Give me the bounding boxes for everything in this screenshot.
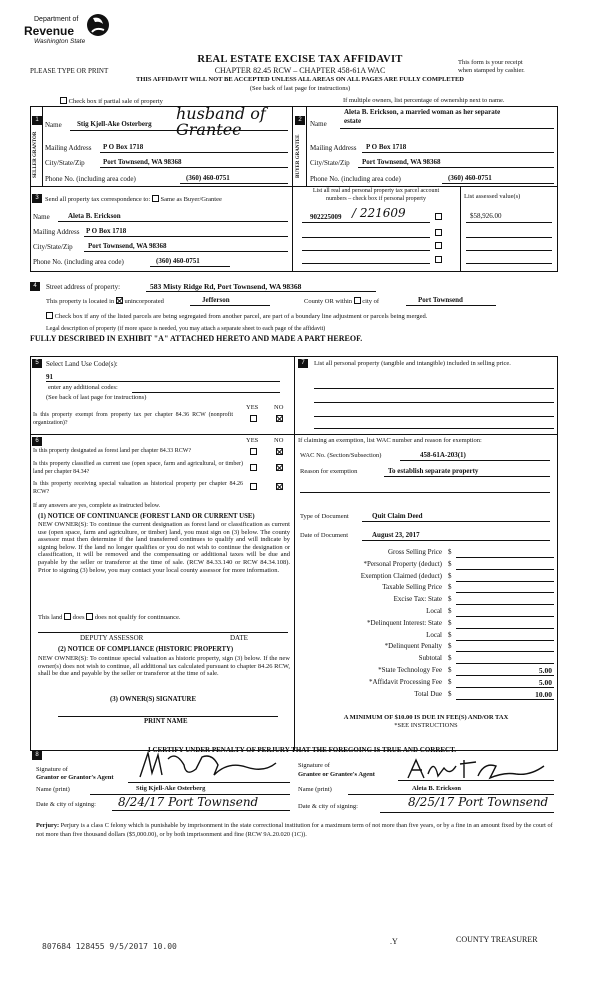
section-1-badge: 1: [32, 116, 42, 125]
seller-phone: (360) 460-0751: [186, 174, 230, 182]
land-use-code: 91: [46, 373, 53, 381]
same-as-buyer-label: Same as Buyer/Grantee: [160, 196, 222, 203]
see-instructions: *SEE INSTRUCTIONS: [394, 722, 458, 729]
parcels-header1: List all real and personal property tax parcel account: [312, 188, 440, 194]
fee-label: Local: [426, 607, 442, 615]
dept-line2: Revenue: [24, 24, 75, 38]
fee-label: Total Due: [414, 689, 442, 698]
fee-dollar-sign: $: [448, 559, 452, 568]
assessed-header: List assessed value(s): [464, 193, 521, 200]
see-back-note: (See back of last page for instructions): [249, 85, 351, 92]
doc-type: Quit Claim Deed: [372, 512, 423, 520]
forest-no-checkbox[interactable]: [276, 448, 283, 455]
parcel-2-personal-checkbox[interactable]: [435, 229, 442, 236]
current-use-yes-checkbox[interactable]: [250, 464, 257, 471]
unincorporated-label: unincorporated: [124, 298, 164, 305]
deputy-assessor-label: DEPUTY ASSESSOR: [80, 634, 144, 642]
perjury-text: Perjury is a class C felony which is punishable by imprisonment in the state correctional institution for a maximum term of not more than five years, or by a fine in an amount fixed by the court of not more than five thousand dollars ($5,000.00), or by both imprisonment and fine (RCW 9A.20.020 (1C)).: [36, 822, 553, 838]
grantor-name-label: Name (print): [36, 786, 70, 793]
s6-no-header: NO: [274, 437, 284, 444]
notice1-title: (1) NOTICE OF CONTINUANCE (FOREST LAND OR CURRENT USE): [38, 513, 255, 520]
form-title: REAL ESTATE EXCISE TAX AFFIDAVIT: [197, 54, 403, 65]
certify-text: I CERTIFY UNDER PENALTY OF PERJURY THAT THE FOREGOING IS TRUE AND CORRECT.: [148, 746, 457, 754]
tax-corr-city: Port Townsend, WA 98368: [88, 242, 167, 250]
street-label: Street address of property:: [46, 283, 121, 291]
section-7-badge: 7: [298, 359, 308, 368]
form-subtitle: CHAPTER 82.45 RCW – CHAPTER 458-61A WAC: [214, 66, 386, 75]
fee-value: 10.00: [535, 689, 552, 699]
fee-dollar-sign: $: [448, 571, 452, 580]
this-land-label: This land: [38, 614, 63, 621]
buyer-city-label: City/State/Zip: [310, 159, 350, 167]
current-use-question: Is this property classified as current use (open space, farm and agricultural, or timber) land per chapter 84.34?: [33, 461, 243, 475]
buyer-city: Port Townsend, WA 98368: [362, 158, 441, 166]
segregated-row: [46, 312, 427, 320]
grantee-sig-label2: Grantee or Grantee's Agent: [298, 771, 375, 778]
partial-sale-label: Check box if partial sale of property: [68, 98, 163, 105]
seller-name-label: Name: [45, 121, 62, 129]
assessed-1: $58,926.00: [470, 212, 502, 220]
land-use-label: Select Land Use Code(s):: [46, 360, 118, 368]
partial-sale-checkbox[interactable]: [60, 97, 67, 104]
section-4-badge: 4: [30, 282, 40, 291]
buyer-phone-label: Phone No. (including area code): [310, 175, 401, 183]
fee-label: *Affidavit Processing Fee: [369, 677, 442, 686]
buyer-side-label: BUYER GRANTEE: [296, 134, 301, 178]
exempt-no-checkbox[interactable]: [276, 415, 283, 422]
fee-dollar-sign: $: [448, 666, 452, 674]
deputy-date-label: DATE: [230, 634, 248, 642]
grantor-sig-label1: Signature of: [36, 766, 68, 773]
historic-yes-checkbox[interactable]: [250, 483, 257, 490]
section-3-badge: 3: [32, 194, 42, 203]
land-use-yes-header: YES: [246, 404, 259, 411]
seller-city-label: City/State/Zip: [45, 159, 85, 167]
seller-handwritten-note: husband of Grantee: [176, 104, 266, 139]
buyer-name-line2: estate: [344, 117, 362, 125]
section-8-badge: 8: [32, 751, 42, 760]
tax-corr-phone: (360) 460-0751: [156, 257, 200, 265]
exemption-label: If claiming an exemption, list WAC number and reason for exemption:: [298, 437, 482, 444]
grantor-sig-label2: Grantor or Grantor's Agent: [36, 774, 114, 781]
grantor-date-city: 8/24/17 Port Townsend: [118, 795, 259, 809]
multiple-owners-note: If multiple owners, list percentage of ownership next to name.: [343, 97, 505, 104]
seller-side-label: SELLER GRANTOR: [33, 131, 38, 178]
perjury-label: Perjury:: [36, 822, 60, 829]
wac-number: 458-61A-203(1): [420, 451, 466, 459]
located-row: [46, 297, 164, 305]
does-checkbox[interactable]: [64, 613, 71, 620]
forest-yes-checkbox[interactable]: [250, 448, 257, 455]
qualify-row: [38, 613, 181, 621]
exemption-reason: To establish separate property: [388, 467, 479, 475]
fee-label: Gross Selling Price: [387, 548, 442, 556]
parcel-4-personal-checkbox[interactable]: [435, 256, 442, 263]
form-warning: THIS AFFIDAVIT WILL NOT BE ACCEPTED UNLESS ALL AREAS ON ALL PAGES ARE FULLY COMPLETED: [136, 76, 464, 83]
section-2-badge: 2: [295, 116, 305, 125]
if-yes-note: If any answers are yes, complete as instructed below.: [33, 503, 161, 509]
does-not-checkbox[interactable]: [86, 613, 93, 620]
parcel-1-handwritten: / 221609: [352, 206, 406, 220]
fee-dollar-sign: $: [448, 654, 452, 663]
seller-city: Port Townsend, WA 98368: [103, 158, 182, 166]
please-type: PLEASE TYPE OR PRINT: [30, 67, 109, 75]
notice2-text: NEW OWNER(S): To continue special valuation as historic property, sign (3) below. If the new owner(s) does not wish to continue, all additional tax calculated pursuant to chapter 84.26 RCW, shall be due and payable by the seller or transferor at the time of sale.: [38, 655, 290, 678]
tax-corr-mailing: P O Box 1718: [86, 227, 127, 235]
city-value: Port Townsend: [418, 296, 463, 304]
grantor-print-name: Stig Kjell-Ake Osterberg: [136, 785, 206, 792]
personal-property-label: List all personal property (tangible and intangible) included in selling price.: [314, 360, 511, 367]
current-use-no-checkbox[interactable]: [276, 464, 283, 471]
fee-dollar-sign: $: [448, 607, 452, 615]
by-label: .Y: [390, 937, 398, 946]
cashier-stamp: 807684 128455 9/5/2017 10.00: [42, 942, 177, 951]
grantee-sig-label1: Signature of: [298, 762, 330, 769]
parcel-3-personal-checkbox[interactable]: [435, 242, 442, 249]
legal-description: FULLY DESCRIBED IN EXHIBIT "A" ATTACHED HERETO AND MADE A PART HEREOF.: [30, 334, 363, 343]
notice2-title: (2) NOTICE OF COMPLIANCE (HISTORIC PROPERTY): [58, 646, 234, 653]
grantee-name-label: Name (print): [298, 786, 332, 793]
section-5-badge: 5: [32, 359, 42, 368]
seller-phone-label: Phone No. (including area code): [45, 175, 136, 183]
doc-date-label: Date of Document: [300, 532, 349, 539]
buyer-mailing: P O Box 1718: [366, 143, 407, 151]
historic-question: Is this property receiving special valuation as historical property per chapter 84.26 RCW?: [33, 481, 243, 495]
fee-label: Taxable Selling Price: [382, 583, 442, 592]
grantor-signature: [136, 747, 286, 783]
tax-corr-row: [45, 195, 222, 203]
fee-label: *Delinquent Penalty: [384, 642, 442, 651]
street-address: 583 Misty Ridge Rd, Port Townsend, WA 98368: [150, 282, 302, 291]
same-as-buyer-checkbox[interactable]: [152, 195, 159, 202]
fee-label: Local: [426, 630, 442, 639]
doc-type-label: Type of Document: [300, 513, 349, 520]
parcels-header2: numbers – check box if personal property: [326, 196, 426, 202]
city-of-label: city of: [362, 298, 380, 305]
segregated-note: Check box if any of the listed parcels are being segregated from another parcel, are part of a boundary line adjustment or parcels being merged.: [54, 313, 428, 320]
fee-value: 5.00: [538, 677, 552, 687]
doc-date: August 23, 2017: [372, 531, 420, 539]
city-of-checkbox[interactable]: [354, 297, 361, 304]
located-label: This property is located in: [46, 298, 115, 305]
dept-line3: Washington State: [34, 38, 86, 45]
land-use-see-back: (See back of last page for instructions): [46, 394, 147, 401]
exempt-yes-checkbox[interactable]: [250, 415, 257, 422]
notice1-text: NEW OWNER(S): To continue the current designation as forest land or classification as current use (open space, farm and agriculture, or timber) land, you must sign on (3) below. The county assessor must then determine if the land transferred continues to qualify and will indicate by signing below. If the land no longer qualifies or you do not wish to continue the designation or classification, it will be removed and the compensating or additional taxes will be due and payable by the seller or transferor at the time of sale. (RCW 84.33.140 or RCW 84.34.108). Prior to signing (3) below, you may contact your local county assessor for more information.: [38, 521, 290, 574]
revenue-seal-icon: [86, 12, 110, 38]
fee-dollar-sign: $: [448, 630, 452, 639]
receipt-note1: This form is your receipt: [458, 59, 523, 66]
fee-dollar-sign: $: [448, 642, 452, 651]
fee-label: *Delinquent Interest: State: [366, 618, 442, 627]
tax-corr-name: Aleta B. Erickson: [68, 212, 121, 220]
dept-line1: Department of: [34, 16, 79, 23]
section-6-badge: 6: [32, 437, 42, 446]
fee-value: 5.00: [538, 666, 552, 675]
fee-label: *State Technology Fee: [378, 666, 442, 674]
seller-mailing: P O Box 1718: [103, 143, 144, 151]
does-label: does: [72, 614, 85, 621]
s6-yes-header: YES: [246, 437, 259, 444]
fee-dollar-sign: $: [448, 618, 452, 627]
seller-mailing-label: Mailing Address: [45, 144, 92, 152]
fee-label: Exemption Claimed (deduct): [360, 571, 442, 580]
buyer-phone: (360) 460-0751: [448, 174, 492, 182]
buyer-name-label: Name: [310, 120, 327, 128]
grantor-date-label: Date & city of signing:: [36, 801, 96, 808]
buyer-name-line1: Aleta B. Erickson, a married woman as her separate: [344, 108, 501, 116]
fee-label: *Personal Property (deduct): [363, 559, 442, 568]
buyer-mailing-label: Mailing Address: [310, 144, 357, 152]
does-not-label: does not qualify for continuance.: [94, 614, 181, 621]
parcel-1-personal-checkbox[interactable]: [435, 213, 442, 220]
owner-signature-label: (3) OWNER(S) SIGNATURE: [110, 696, 196, 703]
fee-dollar-sign: $: [448, 595, 452, 604]
fee-label: Excise Tax: State: [393, 595, 442, 604]
tax-corr-label: Send all property tax correspondence to:: [45, 196, 151, 203]
fee-dollar-sign: $: [448, 689, 452, 698]
exempt-question: Is this property exempt from property tax per chapter 84.36 RCW (nonprofit organization)?: [33, 412, 233, 426]
legal-label: Legal description of property (if more space is needed, you may attach a separate sheet to each page of the affidavit): [46, 326, 326, 332]
county-or-within-label: County OR within: [304, 298, 353, 305]
grantee-date-label: Date & city of signing:: [298, 803, 358, 810]
tax-corr-phone-label: Phone No. (including area code): [33, 258, 124, 266]
partial-sale-row: [60, 97, 163, 105]
grantee-signature: [404, 754, 554, 782]
parcel-1-number: 902225009: [310, 213, 342, 221]
land-use-no-header: NO: [274, 404, 284, 411]
perjury-note: [36, 822, 556, 839]
county-label-row: [304, 297, 379, 305]
county-value: Jefferson: [202, 296, 230, 304]
grantee-date-city: 8/25/17 Port Townsend: [408, 795, 549, 809]
fee-label: Subtotal: [418, 654, 442, 663]
fee-dollar-sign: $: [448, 677, 452, 686]
reason-label: Reason for exemption: [300, 468, 358, 475]
fee-dollar-sign: $: [448, 548, 452, 556]
tax-corr-city-label: City/State/Zip: [33, 243, 73, 251]
fee-dollar-sign: $: [448, 583, 452, 592]
wac-label: WAC No. (Section/Subsection): [300, 452, 382, 459]
county-treasurer-label: COUNTY TREASURER: [456, 935, 538, 944]
additional-codes-label: enter any additional codes:: [48, 384, 118, 391]
tax-corr-name-label: Name: [33, 213, 50, 221]
historic-no-checkbox[interactable]: [276, 483, 283, 490]
minimum-note: A MINIMUM OF $10.00 IS DUE IN FEE(S) AND/OR TAX: [343, 714, 509, 721]
receipt-note2: when stamped by cashier.: [458, 67, 525, 74]
grantee-print-name: Aleta B. Erickson: [412, 785, 461, 792]
seller-name: Stig Kjell-Ake Osterberg: [77, 120, 152, 128]
tax-corr-mailing-label: Mailing Address: [33, 228, 80, 236]
forest-question: Is this property designated as forest land per chapter 84.33 RCW?: [33, 448, 192, 454]
segregated-checkbox[interactable]: [46, 312, 53, 319]
print-name-label: PRINT NAME: [144, 718, 188, 725]
unincorporated-checkbox[interactable]: [116, 297, 123, 304]
